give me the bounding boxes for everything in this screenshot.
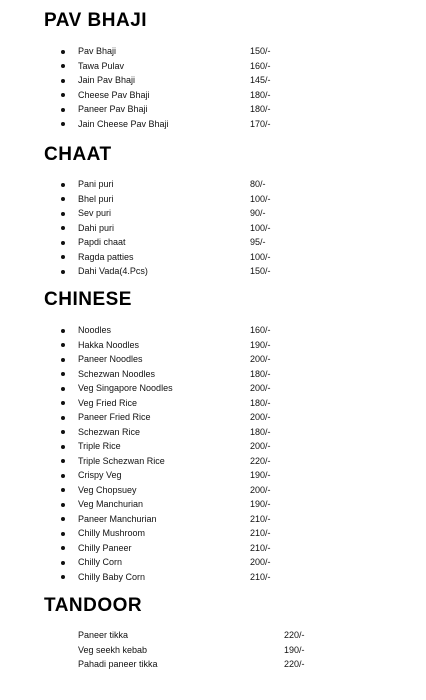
list-item — [0, 323, 426, 338]
item-name: Hakka Noodles — [78, 339, 140, 350]
list-item — [0, 468, 426, 483]
bullet-icon — [61, 122, 65, 126]
bullet-icon — [61, 372, 65, 376]
list-item — [0, 206, 426, 221]
section-title: CHAAT — [44, 144, 112, 165]
bullet-icon — [61, 212, 65, 216]
item-price: 190/- — [250, 470, 271, 480]
item-name: Dahi Vada(4.Pcs) — [78, 266, 148, 276]
list-item — [0, 439, 426, 454]
list-item — [0, 454, 426, 469]
item-price: 210/- — [250, 542, 271, 553]
item-price: 200/- — [250, 354, 271, 364]
item-price: 190/- — [250, 339, 271, 350]
list-item — [0, 235, 426, 250]
bullet-icon — [61, 183, 65, 187]
list-item — [0, 555, 426, 570]
item-price: 100/- — [250, 193, 271, 204]
bullet-icon — [61, 270, 65, 274]
item-price: 145/- — [250, 75, 271, 85]
item-name: Ragda patties — [78, 251, 134, 262]
item-name: Jain Cheese Pav Bhaji — [78, 118, 169, 129]
bullet-icon — [61, 474, 65, 478]
item-name: Pahadi paneer tikka — [78, 659, 158, 669]
item-price: 180/- — [250, 397, 271, 408]
item-name: Paneer Fried Rice — [78, 412, 151, 422]
menu-list — [0, 44, 426, 131]
item-price: 160/- — [250, 60, 271, 71]
bullet-icon — [61, 255, 65, 259]
item-name: Paneer Pav Bhaji — [78, 104, 148, 114]
section-title: CHINESE — [44, 289, 132, 310]
item-price: 200/- — [250, 557, 271, 567]
list-item — [0, 512, 426, 527]
list-item — [0, 483, 426, 498]
list-item — [0, 497, 426, 512]
item-price: 200/- — [250, 441, 271, 451]
list-item — [0, 526, 426, 541]
item-price: 200/- — [250, 383, 271, 393]
item-price: 150/- — [250, 266, 271, 276]
list-item — [0, 264, 426, 279]
item-name: Pav Bhaji — [78, 46, 117, 56]
item-price: 180/- — [250, 426, 271, 437]
section-title: TANDOOR — [44, 595, 143, 616]
bullet-icon — [61, 241, 65, 245]
item-price: 170/- — [250, 118, 271, 129]
item-name: Pani puri — [78, 179, 114, 189]
bullet-icon — [61, 575, 65, 579]
bullet-icon — [61, 546, 65, 550]
bullet-icon — [61, 197, 65, 201]
item-name: Chilly Paneer — [78, 542, 132, 553]
bullet-icon — [61, 517, 65, 521]
item-price: 180/- — [250, 89, 271, 100]
item-price: 160/- — [250, 325, 271, 335]
list-item — [0, 102, 426, 117]
item-price: 90/- — [250, 208, 266, 218]
item-price: 220/- — [284, 630, 305, 640]
item-name: Chilly Baby Corn — [78, 571, 146, 582]
item-price: 210/- — [250, 513, 271, 524]
bullet-icon — [61, 401, 65, 405]
bullet-icon — [61, 387, 65, 391]
item-name: Tawa Pulav — [78, 60, 125, 71]
item-name: Chilly Mushroom — [78, 528, 146, 538]
bullet-icon — [61, 430, 65, 434]
bullet-icon — [61, 93, 65, 97]
list-item — [0, 117, 426, 132]
bullet-icon — [61, 416, 65, 420]
list-item — [0, 352, 426, 367]
item-price: 100/- — [250, 251, 271, 262]
item-price: 80/- — [250, 179, 266, 189]
list-item — [0, 657, 426, 672]
list-item — [0, 425, 426, 440]
item-price: 95/- — [250, 237, 266, 247]
list-item — [0, 73, 426, 88]
item-name: Dahi puri — [78, 222, 115, 233]
item-price: 210/- — [250, 571, 271, 582]
item-price: 220/- — [250, 455, 271, 466]
bullet-icon — [61, 445, 65, 449]
bullet-icon — [61, 561, 65, 565]
item-price: 150/- — [250, 46, 271, 56]
item-name: Veg Chopsuey — [78, 484, 137, 495]
item-name: Sev puri — [78, 208, 112, 218]
item-name: Papdi chaat — [78, 237, 126, 247]
bullet-icon — [61, 488, 65, 492]
bullet-icon — [61, 108, 65, 112]
list-item — [0, 250, 426, 265]
list-item — [0, 367, 426, 382]
item-name: Veg seekh kebab — [78, 644, 148, 655]
item-name: Paneer Manchurian — [78, 513, 157, 524]
item-price: 200/- — [250, 412, 271, 422]
item-name: Schezwan Rice — [78, 426, 141, 437]
item-price: 190/- — [250, 499, 271, 509]
item-name: Veg Manchurian — [78, 499, 144, 509]
item-price: 180/- — [250, 368, 271, 379]
list-item — [0, 192, 426, 207]
menu-list — [0, 323, 426, 584]
list-item — [0, 410, 426, 425]
item-name: Triple Schezwan Rice — [78, 455, 165, 466]
bullet-icon — [61, 79, 65, 83]
bullet-icon — [61, 64, 65, 68]
bullet-icon — [61, 459, 65, 463]
item-name: Paneer tikka — [78, 630, 129, 640]
item-price: 220/- — [284, 659, 305, 669]
bullet-icon — [61, 50, 65, 54]
item-price: 100/- — [250, 222, 271, 233]
list-item — [0, 338, 426, 353]
bullet-icon — [61, 329, 65, 333]
list-item — [0, 541, 426, 556]
list-item — [0, 221, 426, 236]
item-name: Bhel puri — [78, 193, 114, 204]
item-price: 190/- — [284, 644, 305, 655]
bullet-icon — [61, 503, 65, 507]
item-name: Triple Rice — [78, 441, 121, 451]
item-name: Noodles — [78, 325, 112, 335]
list-item — [0, 381, 426, 396]
list-item — [0, 59, 426, 74]
bullet-icon — [61, 343, 65, 347]
item-price: 180/- — [250, 104, 271, 114]
list-item — [0, 643, 426, 658]
item-price: 200/- — [250, 484, 271, 495]
bullet-icon — [61, 532, 65, 536]
list-item — [0, 628, 426, 643]
item-name: Paneer Noodles — [78, 354, 143, 364]
menu-list — [0, 628, 426, 672]
item-price: 210/- — [250, 528, 271, 538]
item-name: Veg Singapore Noodles — [78, 383, 173, 393]
item-name: Chilly Corn — [78, 557, 123, 567]
item-name: Jain Pav Bhaji — [78, 75, 136, 85]
section-title: PAV BHAJI — [44, 10, 148, 31]
menu-list — [0, 177, 426, 279]
bullet-icon — [61, 226, 65, 230]
list-item — [0, 396, 426, 411]
item-name: Veg Fried Rice — [78, 397, 138, 408]
list-item — [0, 88, 426, 103]
item-name: Cheese Pav Bhaji — [78, 89, 150, 100]
item-name: Schezwan Noodles — [78, 368, 156, 379]
list-item — [0, 570, 426, 585]
item-name: Crispy Veg — [78, 470, 122, 480]
list-item — [0, 177, 426, 192]
bullet-icon — [61, 358, 65, 362]
list-item — [0, 44, 426, 59]
